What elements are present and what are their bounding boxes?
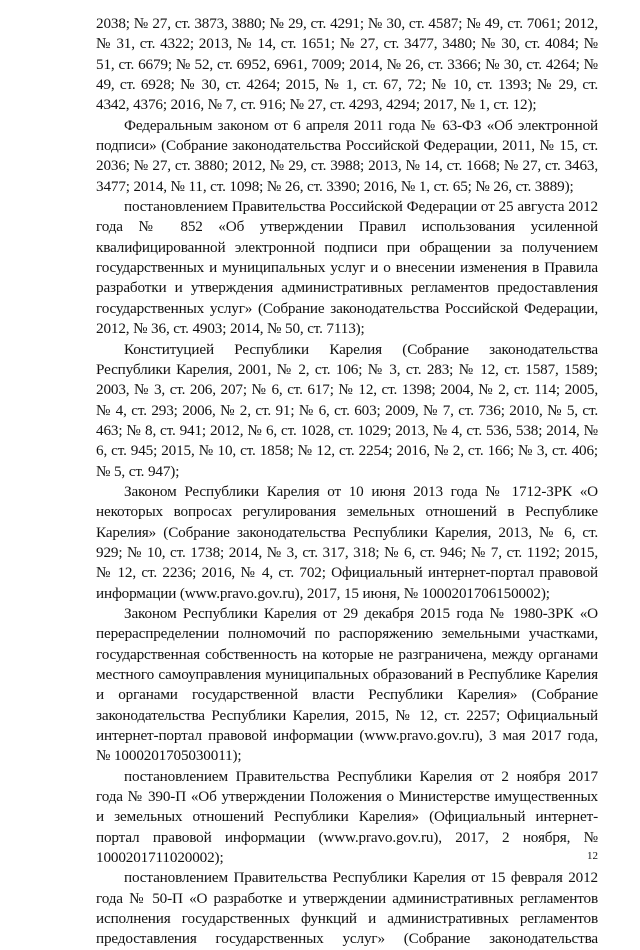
text-line: 2003, № 3, ст. 206, 207; № 6, ст. 617; № 12, ст. 1398; 2004, № 2, ст. 114; 2005, xyxy=(96,381,598,399)
text-line: 463; № 8, ст. 941; 2012, № 6, ст. 1028, ст. 1029; 2013, № 4, ст. 536, 538; 2014, № xyxy=(96,421,598,439)
text-line: 4342, 4376; 2016, № 7, ст. 916; № 27, ст. 4293, 4294; 2017, № 1, ст. 12); xyxy=(96,96,537,114)
text-line: и органами государственной власти Республики Карелия» (Собрание xyxy=(96,686,598,704)
text-line: подписи» (Собрание законодательства Российской Федерации, 2011, № 15, ст. xyxy=(96,137,598,155)
text-line: разработки и утверждения административных регламентов предоставления xyxy=(96,279,598,297)
text-line: № 31, ст. 4322; 2013, № 14, ст. 1651; № 27, ст. 3477, 3480; № 30, ст. 4084; № xyxy=(96,35,598,53)
text-line: № 1000201705030011); xyxy=(96,747,242,765)
text-line: 6, ст. 945; 2015, № 10, ст. 1858; № 12, ст. 2254; 2016, № 2, ст. 166; № 3, ст. 406; xyxy=(96,442,598,460)
paragraph xyxy=(96,482,598,604)
text-line: 51, ст. 6679; № 52, ст. 6952, 6961, 7009; 2014, № 26, ст. 3366; № 30, ст. 4264; № xyxy=(96,55,598,73)
paragraph xyxy=(96,14,598,116)
text-line: 3477; 2014, № 11, ст. 1098; № 26, ст. 3390; 2016, № 1, ст. 65; № 26, ст. 3889); xyxy=(96,177,574,195)
text-line: 929; № 10, ст. 1738; 2014, № 3, ст. 317, 318; № 6, ст. 946; № 7, ст. 1192; 2015, xyxy=(96,543,598,561)
text-line: Законом Республики Карелия от 10 июня 2013 года № 1712-ЗРК «О xyxy=(124,482,598,500)
text-line: года № 390-П «Об утверждении Положения о Министерстве имущественных xyxy=(96,788,598,806)
text-line: государственных и муниципальных услуг и о внесении изменения в Правила xyxy=(96,259,598,277)
text-line: государственная собственность на которые не разграничена, между органами xyxy=(96,645,598,663)
text-line: Конституцией Республики Карелия (Собрание законодательства xyxy=(124,340,598,358)
text-line: № 4, ст. 293; 2006, № 2, ст. 91; № 6, ст. 603; 2009, № 7, ст. 736; 2010, № 5, ст. xyxy=(96,401,598,419)
text-line: квалифицированной электронной подписи при обращении за получением xyxy=(96,238,598,256)
text-line: 2012, № 36, ст. 4903; 2014, № 50, ст. 7113); xyxy=(96,320,365,338)
text-line: 1000201711020002); xyxy=(96,849,224,867)
text-line: Республики Карелия, 2001, № 2, ст. 106; № 3, ст. 283; № 12, ст. 1587, 1589; xyxy=(96,360,598,378)
paragraph xyxy=(96,868,598,949)
paragraph xyxy=(96,604,598,767)
text-line: Законом Республики Карелия от 29 декабря 2015 года № 1980-ЗРК «О xyxy=(124,604,598,622)
text-line: местного самоуправления муниципальных образований в Республике Карелия xyxy=(96,666,598,683)
paragraph xyxy=(96,116,598,197)
text-line: постановлением Правительства Российской Федерации от 25 августа 2012 xyxy=(124,198,598,216)
text-line: Федеральным законом от 6 апреля 2011 года № 63-ФЗ «Об электронной xyxy=(124,116,598,134)
text-line: Карелия» (Собрание законодательства Республики Карелия, 2013, № 6, ст. xyxy=(96,523,598,541)
text-line: 49, ст. 6928; № 30, ст. 4264; 2015, № 1, ст. 67, 72; № 10, ст. 1393; № 29, ст. xyxy=(96,76,598,94)
text-line: года № 852 «Об утверждении Правил использования усиленной xyxy=(96,218,598,236)
text-line: предоставления государственных услуг» (Собрание законодательства xyxy=(96,930,598,948)
text-line: постановлением Правительства Республики Карелия от 2 ноября 2017 xyxy=(124,767,598,785)
text-line: интернет-портал правовой информации (www.pravo.gov.ru), 3 мая 2017 года, xyxy=(96,727,598,745)
text-line: № 12, ст. 2236; 2016, № 4, ст. 702; Официальный интернет-портал правовой xyxy=(96,564,598,582)
text-line: 2038; № 27, ст. 3873, 3880; № 29, ст. 4291; № 30, ст. 4587; № 49, ст. 7061; 2012, xyxy=(96,15,598,32)
text-line: постановлением Правительства Республики Карелия от 15 февраля 2012 xyxy=(124,869,598,887)
page-number: 12 xyxy=(587,850,598,862)
paragraph xyxy=(96,197,598,339)
paragraph xyxy=(96,767,598,869)
text-line: некоторых вопросах регулирования земельных отношений в Республике xyxy=(96,503,598,521)
document-body xyxy=(96,14,598,950)
text-line: № 5, ст. 947); xyxy=(96,462,180,480)
text-line: государственных услуг» (Собрание законодательства Российской Федерации, xyxy=(96,299,598,317)
text-line: перераспределении полномочий по распоряжению земельными участками, xyxy=(96,625,598,643)
text-line: и земельных отношений Республики Карелия» (Официальный интернет- xyxy=(96,808,598,826)
text-line: информации (www.pravo.gov.ru), 2017, 15 июня, № 1000201706150002); xyxy=(96,584,550,602)
text-line: 2036; № 27, ст. 3880; 2012, № 29, ст. 3988; 2013, № 14, ст. 1668; № 27, ст. 3463, xyxy=(96,157,598,175)
text-line: портал правовой информации (www.pravo.gov.ru), 2017, 2 ноября, № xyxy=(96,828,598,846)
text-line: исполнения государственных функций и административных регламентов xyxy=(96,910,598,928)
text-line: года № 50-П «О разработке и утверждении административных регламентов xyxy=(96,889,598,907)
paragraph xyxy=(96,340,598,482)
text-line: законодательства Республики Карелия, 2015, № 12, ст. 2257; Официальный xyxy=(96,706,598,724)
